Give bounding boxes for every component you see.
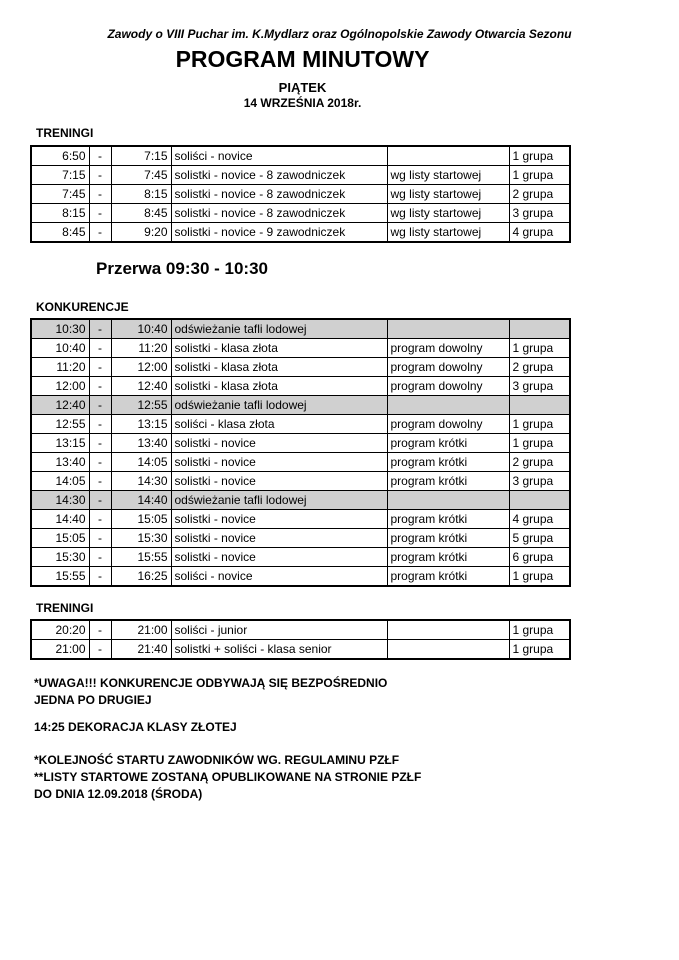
decoration-note: 14:25 DEKORACJA KLASY ZŁOTEJ: [34, 720, 237, 734]
dash-cell: -: [89, 358, 111, 377]
note-cell: program dowolny: [387, 358, 509, 377]
dash-cell: -: [89, 166, 111, 185]
start-time-cell: 14:40: [31, 510, 89, 529]
date-label: 14 WRZEŚNIA 2018r.: [243, 96, 362, 110]
note-cell: [387, 319, 509, 339]
rule-note-line3: DO DNIA 12.09.2018 (ŚRODA): [34, 787, 203, 801]
end-time-cell: 12:00: [111, 358, 171, 377]
description-cell: soliści - junior: [171, 620, 387, 640]
end-time-cell: 12:40: [111, 377, 171, 396]
note-cell: wg listy startowej: [387, 223, 509, 243]
group-cell: 6 grupa: [509, 548, 570, 567]
group-cell: [509, 491, 570, 510]
table-row: [31, 491, 570, 510]
group-cell: 4 grupa: [509, 510, 570, 529]
table-row: [31, 223, 570, 243]
day-label: PIĄTEK: [278, 80, 327, 95]
group-cell: 3 grupa: [509, 472, 570, 491]
description-cell: solistki - novice: [171, 472, 387, 491]
table-row: [31, 319, 570, 339]
end-time-cell: 12:55: [111, 396, 171, 415]
start-time-cell: 13:15: [31, 434, 89, 453]
description-cell: solistki - klasa złota: [171, 358, 387, 377]
end-time-cell: 13:15: [111, 415, 171, 434]
description-cell: solistki - novice: [171, 548, 387, 567]
note-cell: program krótki: [387, 567, 509, 587]
table-row: [31, 640, 570, 660]
note-cell: program krótki: [387, 529, 509, 548]
group-cell: 1 grupa: [509, 567, 570, 587]
description-cell: odświeżanie tafli lodowej: [171, 491, 387, 510]
start-time-cell: 14:30: [31, 491, 89, 510]
description-cell: odświeżanie tafli lodowej: [171, 396, 387, 415]
event-subtitle: Zawody o VIII Puchar im. K.Mydlarz oraz Ogólnopolskie Zawody Otwarcia Sezonu: [107, 27, 572, 41]
description-cell: soliści - novice: [171, 567, 387, 587]
group-cell: 4 grupa: [509, 223, 570, 243]
note-cell: program dowolny: [387, 377, 509, 396]
dash-cell: -: [89, 319, 111, 339]
end-time-cell: 15:05: [111, 510, 171, 529]
note-cell: [387, 640, 509, 660]
schedule-table-treningi-evening: [30, 619, 571, 660]
dash-cell: -: [89, 453, 111, 472]
start-time-cell: 10:30: [31, 319, 89, 339]
dash-cell: -: [89, 185, 111, 204]
start-time-cell: 11:20: [31, 358, 89, 377]
note-cell: program krótki: [387, 453, 509, 472]
dash-cell: -: [89, 640, 111, 660]
start-time-cell: 12:40: [31, 396, 89, 415]
dash-cell: -: [89, 620, 111, 640]
schedule-table-konkurencje: [30, 318, 571, 587]
warning-note-line2: JEDNA PO DRUGIEJ: [34, 693, 152, 707]
dash-cell: -: [89, 510, 111, 529]
table-row: [31, 415, 570, 434]
section-konkurencje-label: KONKURENCJE: [36, 300, 129, 314]
note-cell: wg listy startowej: [387, 185, 509, 204]
note-cell: program krótki: [387, 510, 509, 529]
dash-cell: -: [89, 377, 111, 396]
table-row: [31, 472, 570, 491]
description-cell: solistki - novice: [171, 453, 387, 472]
note-cell: program krótki: [387, 548, 509, 567]
start-time-cell: 12:55: [31, 415, 89, 434]
end-time-cell: 7:15: [111, 146, 171, 166]
description-cell: solistki - novice - 8 zawodniczek: [171, 185, 387, 204]
group-cell: 2 grupa: [509, 453, 570, 472]
end-time-cell: 13:40: [111, 434, 171, 453]
start-time-cell: 15:30: [31, 548, 89, 567]
description-cell: solistki - klasa złota: [171, 377, 387, 396]
note-cell: program dowolny: [387, 339, 509, 358]
dash-cell: -: [89, 415, 111, 434]
group-cell: [509, 396, 570, 415]
description-cell: solistki + soliści - klasa senior: [171, 640, 387, 660]
table-row: [31, 396, 570, 415]
note-cell: [387, 491, 509, 510]
table-row: [31, 567, 570, 587]
table-row: [31, 453, 570, 472]
dash-cell: -: [89, 472, 111, 491]
dash-cell: -: [89, 548, 111, 567]
end-time-cell: 15:30: [111, 529, 171, 548]
start-time-cell: 12:00: [31, 377, 89, 396]
note-cell: program krótki: [387, 434, 509, 453]
end-time-cell: 8:45: [111, 204, 171, 223]
table-row: [31, 204, 570, 223]
description-cell: solistki - novice - 8 zawodniczek: [171, 166, 387, 185]
description-cell: solistki - klasa złota: [171, 339, 387, 358]
group-cell: 1 grupa: [509, 339, 570, 358]
break-label: Przerwa 09:30 - 10:30: [96, 259, 268, 278]
schedule-table-treningi-morning: [30, 145, 571, 243]
table-row: [31, 185, 570, 204]
start-time-cell: 8:15: [31, 204, 89, 223]
description-cell: solistki - novice - 9 zawodniczek: [171, 223, 387, 243]
start-time-cell: 21:00: [31, 640, 89, 660]
description-cell: solistki - novice - 8 zawodniczek: [171, 204, 387, 223]
table-row: [31, 358, 570, 377]
table-row: [31, 434, 570, 453]
end-time-cell: 10:40: [111, 319, 171, 339]
description-cell: soliści - novice: [171, 146, 387, 166]
start-time-cell: 13:40: [31, 453, 89, 472]
note-cell: [387, 146, 509, 166]
group-cell: 1 grupa: [509, 640, 570, 660]
start-time-cell: 7:15: [31, 166, 89, 185]
start-time-cell: 14:05: [31, 472, 89, 491]
rule-note-line1: *KOLEJNOŚĆ STARTU ZAWODNIKÓW WG. REGULAMINU PZŁF: [34, 753, 400, 767]
table-row: [31, 510, 570, 529]
start-time-cell: 10:40: [31, 339, 89, 358]
warning-note-line1: *UWAGA!!! KONKURENCJE ODBYWAJĄ SIĘ BEZPOŚREDNIO: [34, 676, 388, 690]
end-time-cell: 14:40: [111, 491, 171, 510]
description-cell: soliści - klasa złota: [171, 415, 387, 434]
end-time-cell: 14:30: [111, 472, 171, 491]
group-cell: 1 grupa: [509, 146, 570, 166]
dash-cell: -: [89, 339, 111, 358]
start-time-cell: 20:20: [31, 620, 89, 640]
start-time-cell: 15:55: [31, 567, 89, 587]
rule-note-line2: **LISTY STARTOWE ZOSTANĄ OPUBLIKOWANE NA STRONIE PZŁF: [34, 770, 422, 784]
group-cell: 1 grupa: [509, 434, 570, 453]
table-row: [31, 377, 570, 396]
description-cell: solistki - novice: [171, 529, 387, 548]
start-time-cell: 15:05: [31, 529, 89, 548]
start-time-cell: 8:45: [31, 223, 89, 243]
note-cell: wg listy startowej: [387, 204, 509, 223]
dash-cell: -: [89, 491, 111, 510]
start-time-cell: 7:45: [31, 185, 89, 204]
section-treningi-morning-label: TRENINGI: [36, 126, 94, 140]
table-row: [31, 529, 570, 548]
end-time-cell: 21:40: [111, 640, 171, 660]
note-cell: program dowolny: [387, 415, 509, 434]
dash-cell: -: [89, 204, 111, 223]
dash-cell: -: [89, 434, 111, 453]
note-cell: [387, 620, 509, 640]
group-cell: 1 grupa: [509, 166, 570, 185]
note-cell: program krótki: [387, 472, 509, 491]
dash-cell: -: [89, 146, 111, 166]
end-time-cell: 21:00: [111, 620, 171, 640]
group-cell: 1 grupa: [509, 415, 570, 434]
end-time-cell: 16:25: [111, 567, 171, 587]
end-time-cell: 8:15: [111, 185, 171, 204]
description-cell: odświeżanie tafli lodowej: [171, 319, 387, 339]
end-time-cell: 7:45: [111, 166, 171, 185]
start-time-cell: 6:50: [31, 146, 89, 166]
note-cell: [387, 396, 509, 415]
group-cell: 3 grupa: [509, 204, 570, 223]
end-time-cell: 11:20: [111, 339, 171, 358]
note-cell: wg listy startowej: [387, 166, 509, 185]
section-treningi-evening-label: TRENINGI: [36, 601, 94, 615]
group-cell: 1 grupa: [509, 620, 570, 640]
group-cell: 2 grupa: [509, 185, 570, 204]
description-cell: solistki - novice: [171, 510, 387, 529]
dash-cell: -: [89, 529, 111, 548]
table-row: [31, 548, 570, 567]
end-time-cell: 14:05: [111, 453, 171, 472]
dash-cell: -: [89, 223, 111, 243]
group-cell: 5 grupa: [509, 529, 570, 548]
table-row: [31, 146, 570, 166]
table-row: [31, 339, 570, 358]
dash-cell: -: [89, 567, 111, 587]
end-time-cell: 9:20: [111, 223, 171, 243]
dash-cell: -: [89, 396, 111, 415]
group-cell: 3 grupa: [509, 377, 570, 396]
table-row: [31, 166, 570, 185]
end-time-cell: 15:55: [111, 548, 171, 567]
table-row: [31, 620, 570, 640]
group-cell: 2 grupa: [509, 358, 570, 377]
group-cell: [509, 319, 570, 339]
page-title: PROGRAM MINUTOWY: [175, 46, 430, 72]
description-cell: solistki - novice: [171, 434, 387, 453]
